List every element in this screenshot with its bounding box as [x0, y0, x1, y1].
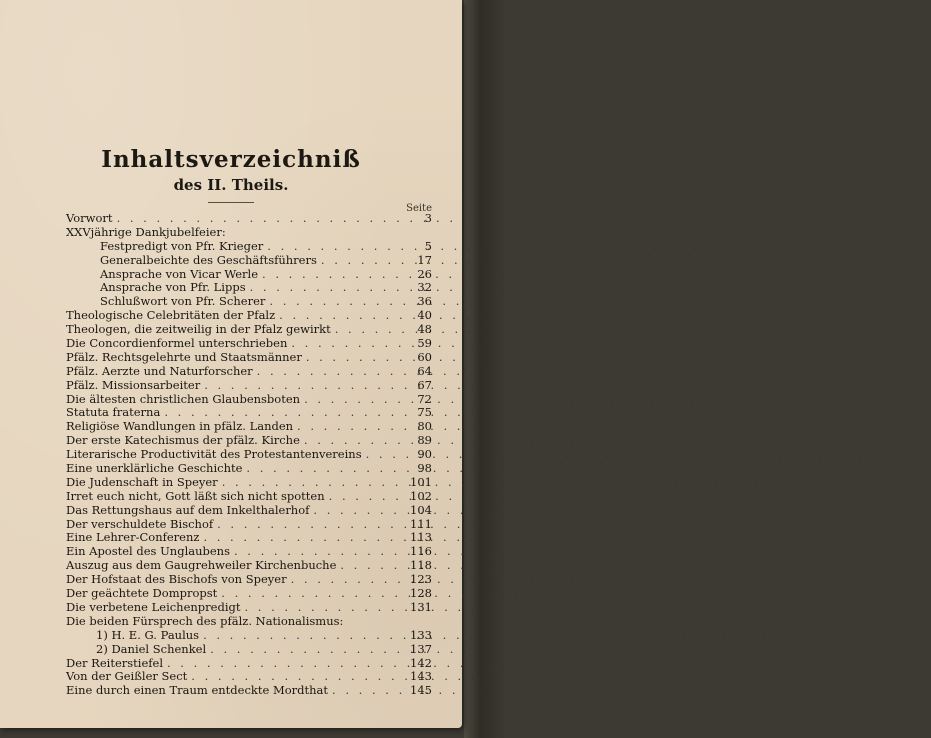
toc-entry	[66, 531, 432, 545]
dot-leader	[257, 365, 410, 379]
dot-leader	[297, 420, 410, 434]
toc-entry-title: Ein Apostel des Unglaubens	[66, 544, 230, 559]
toc-entry-page: 142	[410, 655, 432, 670]
table-of-contents	[66, 212, 432, 698]
toc-entry-title: Der Reiterstiefel	[66, 655, 163, 670]
toc-entry	[66, 295, 432, 309]
toc-entry-page: 131	[410, 599, 432, 614]
toc-entry-title: Die verbetene Leichenpredigt	[66, 599, 241, 614]
toc-entry-page: 60	[417, 349, 432, 364]
title-divider	[208, 202, 254, 203]
toc-entry-title: Die Judenschaft in Speyer	[66, 474, 218, 489]
toc-entry-title: Pfälz. Aerzte und Naturforscher	[66, 363, 253, 378]
toc-entry-page: 17	[417, 252, 432, 267]
dot-leader	[221, 587, 406, 601]
toc-entry	[66, 406, 432, 420]
toc-entry-title: Pfälz. Rechtsgelehrte und Staatsmänner	[66, 349, 302, 364]
toc-entry	[66, 601, 432, 615]
toc-entry-title: Statuta fraterna	[66, 405, 161, 420]
toc-entry-page: 116	[410, 544, 432, 559]
toc-entry	[66, 670, 432, 684]
dot-leader	[329, 490, 406, 504]
toc-entry-title: Eine durch einen Traum entdeckte Mordthat	[66, 683, 329, 698]
toc-entry-title: Der verschuldete Bischof	[66, 516, 214, 531]
toc-entry	[66, 643, 432, 657]
toc-entry-title: Schlußwort von Pfr. Scherer	[100, 294, 266, 309]
toc-entry-title: Vorwort	[66, 211, 113, 225]
toc-entry-title: Eine unerklärliche Geschichte	[66, 461, 243, 476]
toc-entry-title: Generalbeichte des Geschäftsführers	[100, 252, 317, 267]
dot-leader	[217, 518, 406, 532]
dot-leader	[164, 406, 410, 420]
toc-entry-page: 133	[410, 627, 432, 642]
toc-entry-title: Irret euch nicht, Gott läßt sich nicht spotten	[66, 488, 325, 503]
toc-entry-page: 72	[417, 391, 432, 406]
toc-entry-title: Literarische Productivität des Protestantenvereins	[66, 447, 362, 462]
toc-entry-title: Auszug aus dem Gaugrehweiler Kirchenbuche	[66, 558, 337, 573]
toc-entry-page: 64	[417, 363, 432, 378]
toc-entry	[66, 240, 432, 254]
toc-entry-title: Von der Geißler Sect	[66, 669, 188, 684]
toc-entry-page: 101	[410, 474, 432, 489]
toc-entry-page: 145	[410, 683, 432, 698]
toc-entry-page: 26	[417, 266, 432, 281]
toc-entry	[66, 559, 432, 573]
toc-entry-page: 128	[410, 586, 432, 601]
page-subtitle: des II. Theils.	[173, 176, 289, 194]
book-page	[0, 0, 462, 728]
toc-entry	[66, 504, 432, 518]
toc-entry-title: Die beiden Fürsprech des pfälz. Nationalismus:	[66, 613, 344, 628]
toc-entry	[66, 462, 432, 476]
toc-entry	[66, 587, 432, 601]
dot-leader	[262, 268, 410, 282]
toc-entry	[66, 615, 432, 629]
dot-leader	[366, 448, 410, 462]
dot-leader	[245, 601, 407, 615]
dot-leader	[204, 379, 410, 393]
dot-leader	[313, 504, 406, 518]
toc-entry	[66, 365, 432, 379]
toc-entry-page: 137	[410, 641, 432, 656]
toc-entry-title: Religiöse Wandlungen in pfälz. Landen	[66, 419, 294, 434]
toc-entry-title: Ansprache von Vicar Werle	[100, 266, 259, 281]
toc-entry-page: 113	[410, 530, 432, 545]
toc-entry-title: Ansprache von Pfr. Lipps	[100, 280, 246, 295]
toc-entry	[66, 337, 432, 351]
dot-leader	[203, 531, 406, 545]
toc-entry	[66, 309, 432, 323]
dot-leader	[269, 295, 410, 309]
toc-entry	[66, 518, 432, 532]
dot-leader	[267, 240, 410, 254]
toc-entry-title: Der geächtete Dompropst	[66, 586, 218, 601]
toc-entry	[66, 545, 432, 559]
toc-entry	[66, 254, 432, 268]
toc-entry-title: Die Concordienformel unterschrieben	[66, 336, 288, 351]
toc-entry	[66, 351, 432, 365]
dot-leader	[210, 643, 406, 657]
dot-leader	[191, 670, 406, 684]
toc-entry	[66, 323, 432, 337]
toc-entry-page: 98	[417, 461, 432, 476]
dot-leader	[203, 629, 406, 643]
toc-entry	[66, 420, 432, 434]
toc-entry-title: Der Hofstaat des Bischofs von Speyer	[66, 572, 287, 587]
toc-entry-title: Die ältesten christlichen Glaubensboten	[66, 391, 301, 406]
toc-entry-title: Pfälz. Missionsarbeiter	[66, 377, 201, 392]
toc-entry-title: Eine Lehrer-Conferenz	[66, 530, 200, 545]
toc-entry-page: 143	[410, 669, 432, 684]
toc-entry-page: 111	[410, 516, 432, 531]
toc-entry-title: Theologen, die zeitweilig in der Pfalz gewirkt	[66, 322, 331, 337]
dot-leader	[234, 545, 406, 559]
toc-entry-title: 1) H. E. G. Paulus	[96, 627, 200, 642]
dot-leader	[340, 559, 406, 573]
dot-leader	[335, 323, 410, 337]
dot-leader	[306, 351, 410, 365]
page-column-label: Seite	[406, 203, 432, 214]
toc-entry	[66, 657, 432, 671]
dot-leader	[304, 393, 410, 407]
dot-leader	[222, 476, 406, 490]
dot-leader	[291, 573, 406, 587]
toc-entry-page: 36	[417, 294, 432, 309]
dot-leader	[167, 657, 406, 671]
dot-leader	[304, 434, 410, 448]
toc-entry-page: 3	[424, 211, 432, 225]
toc-entry-title: Das Rettungshaus auf dem Inkelthalerhof	[66, 502, 310, 517]
toc-entry-title: Der erste Katechismus der pfälz. Kirche	[66, 433, 300, 448]
toc-entry	[66, 212, 432, 226]
toc-entry	[66, 434, 432, 448]
toc-entry-page: 118	[410, 558, 432, 573]
dot-leader	[332, 684, 406, 698]
toc-entry-page: 104	[410, 502, 432, 517]
toc-entry	[66, 573, 432, 587]
toc-entry-page: 123	[410, 572, 432, 587]
toc-entry	[66, 448, 432, 462]
dot-leader	[291, 337, 410, 351]
toc-entry-title: Festpredigt von Pfr. Krieger	[100, 238, 264, 253]
dot-leader	[246, 462, 410, 476]
toc-entry	[66, 226, 432, 240]
page-title: Inhaltsverzeichniß	[101, 146, 361, 173]
dot-leader	[250, 281, 410, 295]
toc-entry-page: 5	[424, 238, 432, 253]
toc-entry-title: Theologische Celebritäten der Pfalz	[66, 308, 276, 323]
toc-entry	[66, 281, 432, 295]
toc-entry-title: 2) Daniel Schenkel	[96, 641, 207, 656]
toc-entry-page: 89	[417, 433, 432, 448]
toc-entry-page: 80	[417, 419, 432, 434]
toc-entry	[66, 379, 432, 393]
toc-entry-page: 32	[417, 280, 432, 295]
toc-entry-page: 75	[417, 405, 432, 420]
toc-entry	[66, 629, 432, 643]
toc-entry	[66, 476, 432, 490]
toc-entry-page: 59	[417, 336, 432, 351]
toc-entry-page: 48	[417, 322, 432, 337]
toc-entry-page: 102	[410, 488, 432, 503]
dot-leader	[117, 212, 410, 226]
toc-entry	[66, 490, 432, 504]
dot-leader	[279, 309, 410, 323]
toc-entry	[66, 684, 432, 698]
toc-entry	[66, 268, 432, 282]
toc-entry-title: XXVjährige Dankjubelfeier:	[66, 224, 226, 239]
toc-entry-page: 40	[417, 308, 432, 323]
toc-entry-page: 67	[417, 377, 432, 392]
dot-leader	[321, 254, 410, 268]
toc-entry	[66, 393, 432, 407]
toc-entry-page: 90	[417, 447, 432, 462]
